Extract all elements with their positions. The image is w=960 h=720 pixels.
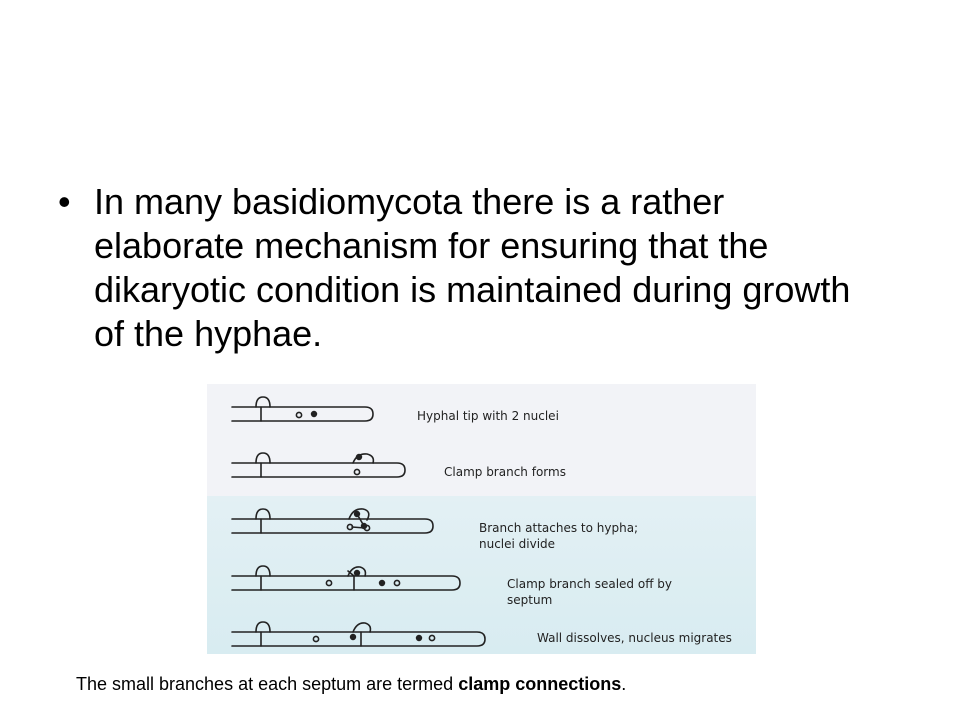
caption-suffix: . <box>621 674 627 694</box>
stage-4-label <box>507 576 672 608</box>
caption-prefix: The small branches at each septum are termed <box>76 674 459 694</box>
stage-3-label-line-2: nuclei divide <box>479 537 556 551</box>
bullet-marker: • <box>58 181 71 222</box>
stage-3-label-line-1: Branch attaches to hypha; <box>479 521 639 535</box>
stage-5-hypha <box>232 622 485 646</box>
stage-1-label: Hyphal tip with 2 nuclei <box>417 409 559 423</box>
caption-bold-term: clamp connections <box>458 674 622 694</box>
stage-3-hypha <box>232 509 433 533</box>
stage-5-label: Wall dissolves, nucleus migrates <box>537 631 732 645</box>
stage-1-hypha <box>232 397 373 421</box>
caption <box>76 674 896 695</box>
hypha-drawings <box>207 384 756 654</box>
stage-3-label <box>479 520 638 552</box>
stage-4-label-line-1: Clamp branch sealed off by <box>507 577 672 591</box>
stage-4-hypha <box>232 566 460 590</box>
stage-4-label-line-2: septum <box>507 593 553 607</box>
clamp-connection-diagram <box>207 384 756 654</box>
bullet-text: In many basidiomycota there is a rather elaborate mechanism for ensuring that the dikaryotic condition is maintained during growth of the hyphae. <box>94 181 851 354</box>
stage-2-hypha <box>232 453 405 477</box>
stage-2-label: Clamp branch forms <box>444 465 566 479</box>
